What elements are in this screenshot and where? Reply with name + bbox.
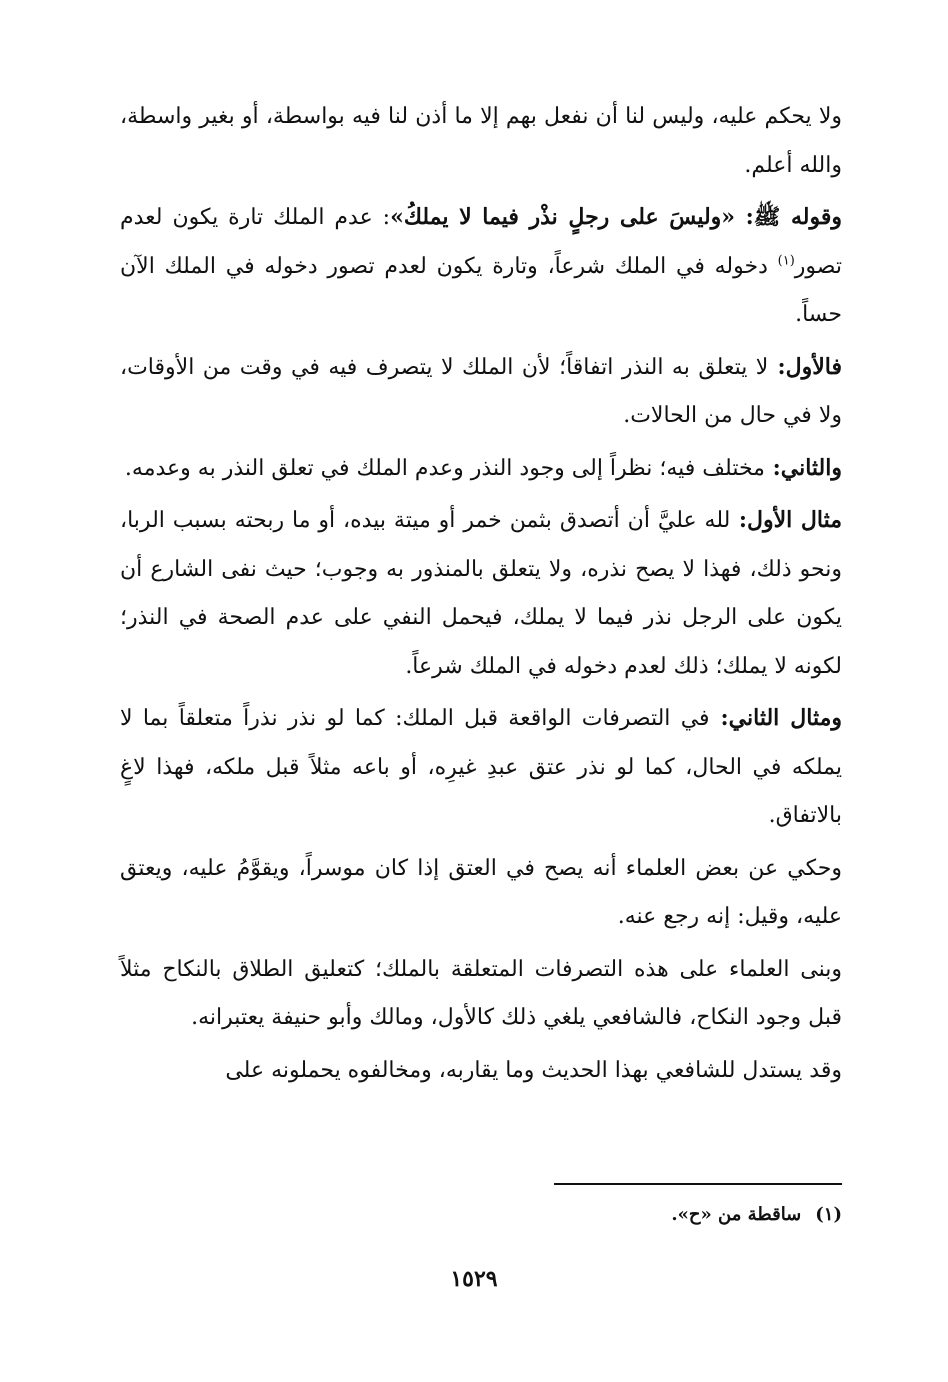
- paragraph-6: [120, 694, 842, 841]
- page-number: ١٥٢٩: [450, 1266, 498, 1292]
- paragraph-lead: مثال الأول:: [730, 507, 842, 533]
- footnote: [671, 1204, 842, 1225]
- paragraph-text: وقد يستدل للشافعي بهذا الحديث وما يقاربه، ومخالفوه يحملونه على: [225, 1057, 842, 1083]
- paragraph-text: مختلف فيه؛ نظراً إلى وجود النذر وعدم الملك في تعلق النذر به وعدمه.: [124, 455, 765, 481]
- footnote-marker: (١): [777, 253, 795, 269]
- paragraph-lead: ومثال الثاني:: [709, 705, 843, 731]
- paragraph-8: [120, 945, 842, 1043]
- paragraph-text: لا يتعلق به النذر اتفاقاً؛ لأن الملك لا يتصرف فيه في وقت من الأوقات، ولا في حال من الحالات.: [120, 354, 842, 428]
- paragraph-lead: وقوله ﷺ:: [735, 204, 842, 230]
- paragraph-7: [120, 844, 842, 942]
- paragraph-text: في التصرفات الواقعة قبل الملك: كما لو نذر نذراً متعلقاً بما لا يملكه في الحال، كما لو نذر عتق عبدِ غيرِه، أو باعه مثلاً قبل ملكه، فهذا لاغٍ بالاتفاق.: [120, 706, 842, 828]
- paragraph-text: وحكي عن بعض العلماء أنه يصح في العتق إذا كان موسراً، ويقوَّمُ عليه، ويعتق عليه، وقيل: إنه رجع عنه.: [120, 855, 842, 929]
- footnote-divider: [554, 1183, 842, 1185]
- footnote-text: ساقطة من «ح».: [671, 1204, 802, 1225]
- paragraph-1: [120, 92, 842, 190]
- paragraph-lead: والثاني:: [764, 454, 842, 481]
- paragraph-text: ولا يحكم عليه، وليس لنا أن نفعل بهم إلا ما أذن لنا فيه بواسطة، أو بغير واسطة، والله أعلم.: [120, 104, 842, 178]
- paragraph-3: [120, 343, 842, 441]
- paragraph-text: : عدم الملك تارة يكون لعدم تصور: [120, 205, 842, 279]
- paragraph-2: [120, 193, 842, 340]
- paragraph-9: [120, 1046, 842, 1096]
- footnote-number: (١): [815, 1204, 842, 1225]
- hadith-quote: «وليسَ على رجلٍ نذْر فيما لا يملكُ»: [390, 204, 736, 230]
- page-body: [120, 92, 842, 1095]
- paragraph-text: وبنى العلماء على هذه التصرفات المتعلقة بالملك؛ كتعليق الطلاق بالنكاح مثلاً قبل وجود النكاح، فالشافعي يلغي ذلك كالأول، ومالك وأبو حنيفة يعتبرانه.: [120, 956, 842, 1030]
- paragraph-lead: فالأول:: [768, 353, 842, 380]
- paragraph-text-after: دخوله في الملك شرعاً، وتارة يكون لعدم تصور دخوله في الملك الآن حساً.: [120, 253, 842, 327]
- paragraph-5: [120, 496, 842, 691]
- paragraph-4: [120, 444, 842, 494]
- paragraph-text: لله عليَّ أن أتصدق بثمن خمر أو ميتة بيده، أو ما ربحته بسبب الربا، ونحو ذلك، فهذا لا يصح نذره، ولا يتعلق بالمنذور به وجوب؛ حيث نفى الشارع أن يكون على الرجل نذر فيما لا يملك، فيحمل النفي على عدم الصحة في النذر؛ لكونه لا يملك؛ ذلك لعدم دخوله في الملك شرعاً.: [120, 508, 842, 679]
